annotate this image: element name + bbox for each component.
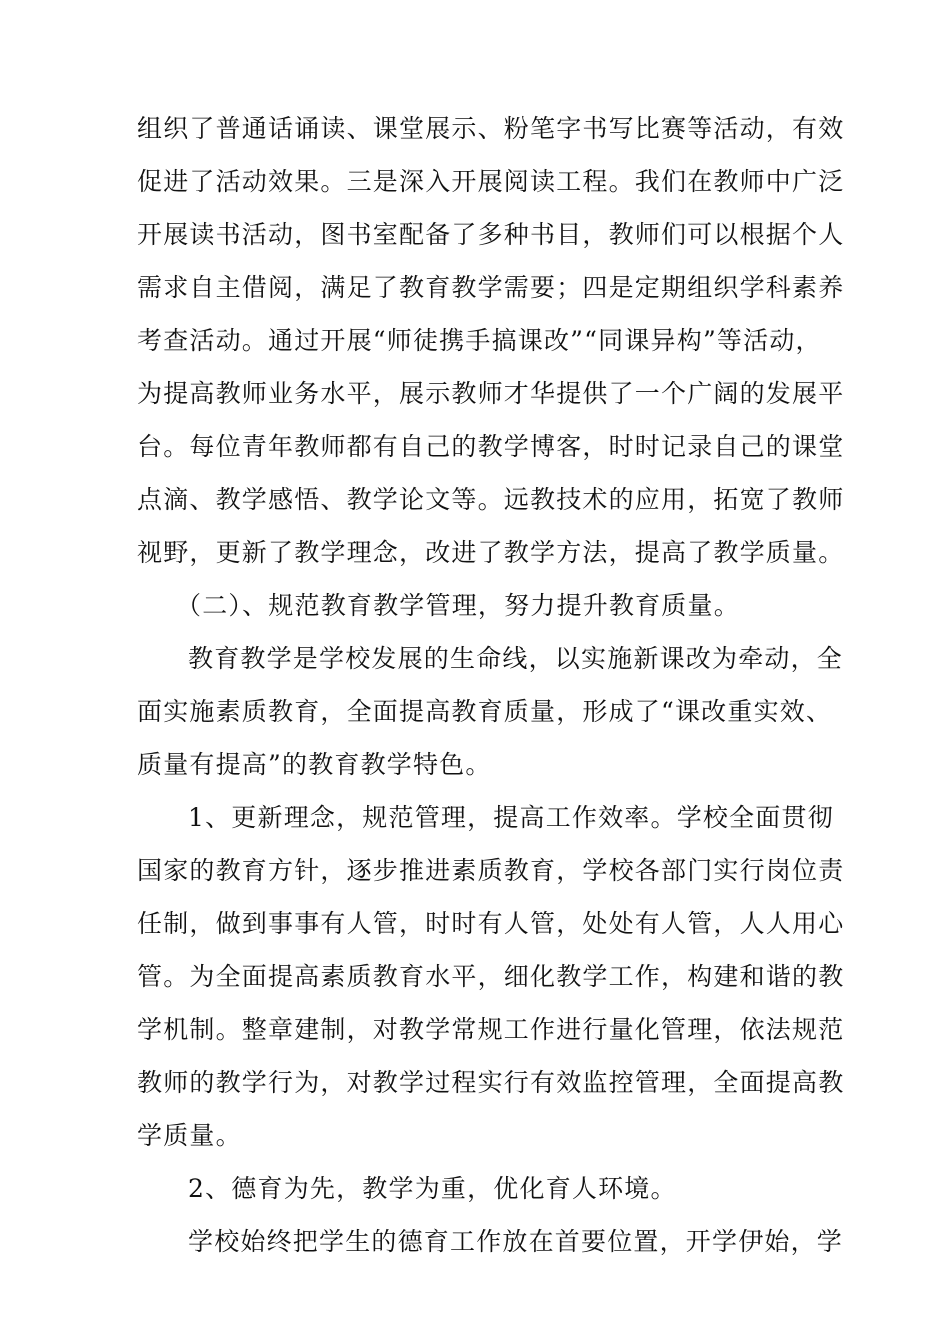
text-line: 为提高教师业务水平，展示教师才华提供了一个广阔的发展平 [137,379,845,408]
paragraph-start: 学校始终把学生的德育工作放在首要位置，开学伊始，学 [188,1227,844,1256]
text-line: 面实施素质教育，全面提高教育质量，形成了“课改重实效、 [137,697,833,726]
text-line: 台。每位青年教师都有自己的教学博客，时时记录自己的课堂 [137,432,845,461]
text-line: 视野，更新了教学理念，改进了教学方法，提高了教学质量。 [137,538,845,567]
text-line: 点滴、教学感悟、教学论文等。远教技术的应用，拓宽了教师 [137,485,845,514]
paragraph-start: 教育教学是学校发展的生命线，以实施新课改为牵动，全 [188,644,844,673]
text-line: 质量有提高”的教育教学特色。 [137,750,492,779]
text-line: 考查活动。通过开展“师徒携手搞课改”“同课异构”等活动， [137,326,822,355]
text-line: 开展读书活动，图书室配备了多种书目，教师们可以根据个人 [137,220,845,249]
text-line: 管。为全面提高素质教育水平，细化教学工作，构建和谐的教 [137,962,845,991]
text-line: 需求自主借阅，满足了教育教学需要；四是定期组织学科素养 [137,273,845,302]
text-line: 教师的教学行为，对教学过程实行有效监控管理，全面提高教 [137,1068,845,1097]
text-line: 学机制。整章建制，对教学常规工作进行量化管理，依法规范 [137,1015,845,1044]
subsection-heading: 2、德育为先，教学为重，优化育人环境。 [188,1174,677,1203]
text-line: 学质量。 [137,1121,242,1150]
text-line: 促进了活动效果。三是深入开展阅读工程。我们在教师中广泛 [137,167,845,196]
text-line: 组织了普通话诵读、课堂展示、粉笔字书写比赛等活动，有效 [137,114,845,143]
text-line: 国家的教育方针，逐步推进素质教育，学校各部门实行岗位责 [137,856,845,885]
paragraph-start: 1、更新理念，规范管理，提高工作效率。学校全面贯彻 [188,803,834,832]
text-line: 任制，做到事事有人管，时时有人管，处处有人管，人人用心 [137,909,845,938]
section-heading: （二）、规范教育教学管理，努力提升教育质量。 [176,591,740,620]
